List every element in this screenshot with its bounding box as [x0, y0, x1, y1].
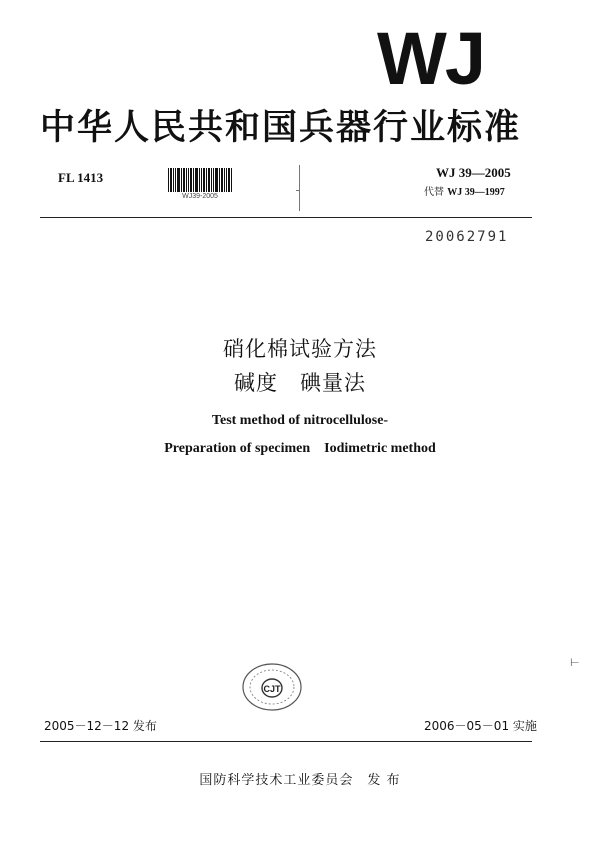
classification-code: FL 1413: [58, 170, 104, 185]
effective-date-line: [424, 717, 537, 734]
issue-date-line: [44, 717, 157, 734]
official-seal: [241, 662, 303, 716]
replaces-line: [424, 183, 505, 198]
title-cn-line2: 碱度 碘量法: [234, 371, 366, 395]
issue-label: 发布: [132, 719, 157, 733]
margin-mark: [299, 165, 300, 211]
standard-number: WJ 39—2005: [436, 165, 511, 180]
footer-rule: [40, 741, 532, 742]
issue-date: 2005－12－12: [44, 719, 130, 733]
barcode-icon: [168, 168, 232, 192]
margin-mark-tick: [296, 190, 300, 191]
barcode: [168, 168, 232, 200]
barcode-text: WJ39-2005: [182, 193, 218, 200]
title-en-line1: Test method of nitrocellulose-: [211, 413, 389, 428]
header-rule: [40, 217, 532, 218]
issuer: 国防科学技术工业委员会 发 布: [199, 773, 401, 788]
standard-title: 中华人民共和国兵器行业标准: [40, 108, 522, 148]
effective-label: 实施: [512, 719, 537, 733]
replaces-label: 代替: [424, 187, 444, 198]
wj-logo: WJ: [377, 17, 484, 100]
title-cn-line1: 硝化棉试验方法: [223, 337, 377, 361]
margin-scratch: ⊢: [570, 657, 580, 669]
stamp-number: 20062791: [425, 229, 509, 245]
replaces-number: WJ 39—1997: [447, 187, 505, 198]
effective-date: 2006－05－01: [424, 719, 510, 733]
seal-icon: [241, 662, 303, 712]
title-en-line2: Preparation of specimen Iodimetric method: [164, 441, 436, 456]
seal-center-text: CJT: [263, 684, 281, 694]
